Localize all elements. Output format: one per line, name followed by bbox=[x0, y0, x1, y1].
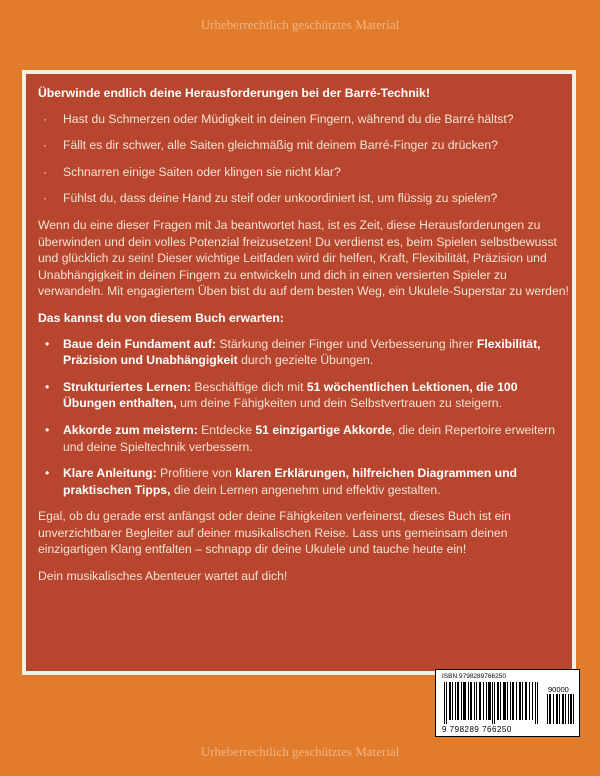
feature-title: Baue dein Fundament auf: bbox=[63, 336, 217, 351]
feature-text: Entdecke bbox=[197, 422, 256, 437]
expect-heading: Das kannst du von diesem Buch erwarten: bbox=[38, 310, 284, 325]
back-cover-text-panel bbox=[22, 70, 576, 675]
feature-text: Stärkung deiner Finger und Verbesserung ihrer bbox=[216, 336, 477, 351]
feature-highlight: 51 einzigartige Akkorde bbox=[255, 422, 392, 437]
feature-item bbox=[38, 336, 572, 369]
headline: Überwinde endlich deine Herausforderungen bei der Barré-Technik! bbox=[38, 86, 430, 100]
feature-item bbox=[38, 422, 572, 455]
isbn-barcode bbox=[435, 669, 580, 737]
feature-item bbox=[38, 465, 572, 498]
copyright-watermark-top: Urheberrechtlich geschütztes Material bbox=[200, 17, 400, 32]
feature-highlight: klaren Erklärungen, hilfreichen Diagrammen und praktischen Tipps, bbox=[63, 466, 517, 497]
copyright-watermark-bottom: Urheberrechtlich geschütztes Material bbox=[200, 744, 400, 759]
question-item: · Fühlst du, dass deine Hand zu steif oder unkoordiniert ist, um flüssig zu spielen? bbox=[38, 190, 572, 207]
feature-text: die dein Lernen angenehm und effektiv gestalten. bbox=[170, 482, 441, 497]
feature-text: um deine Fähigkeiten und dein Selbstvertrauen zu steigern. bbox=[176, 396, 502, 411]
barcode-bars bbox=[442, 682, 542, 724]
isbn-digits: 9 798289 766250 bbox=[442, 725, 512, 734]
price-barcode-bars bbox=[546, 694, 576, 724]
price-code: 90000 bbox=[548, 685, 569, 694]
feature-highlight: Flexibilität, Präzision und Unabhängigkeit bbox=[63, 336, 541, 368]
feature-title: Akkorde zum meistern: bbox=[63, 422, 198, 437]
feature-title: Strukturiertes Lernen: bbox=[63, 379, 191, 394]
feature-text: Beschäftige dich mit bbox=[191, 379, 307, 394]
feature-list bbox=[38, 336, 572, 499]
feature-highlight: 51 wöchentlichen Lektionen, die 100 Übungen enthalten, bbox=[63, 379, 518, 411]
feature-text: , die dein Repertoire erweitern und deine Spieltechnik verbessern. bbox=[63, 422, 556, 454]
question-item: · Fällt es dir schwer, alle Saiten gleichmäßig mit deinem Barré-Finger zu drücken? bbox=[38, 137, 572, 154]
question-item: · Schnarren einige Saiten oder klingen sie nicht klar? bbox=[38, 164, 572, 181]
question-list bbox=[38, 111, 572, 207]
feature-item bbox=[38, 379, 572, 412]
feature-text: durch gezielte Übungen. bbox=[237, 353, 374, 368]
question-item: · Hast du Schmerzen oder Müdigkeit in deinen Fingern, während du die Barré hältst? bbox=[38, 111, 572, 128]
isbn-label: ISBN 9798289766250 bbox=[442, 673, 506, 680]
closing-paragraph: Egal, ob du gerade erst anfängst oder deine Fähigkeiten verfeinerst, dieses Buch ist ein unverzichtbarer Begleiter auf deiner musikalischen Reise. Lass uns gemeinsam deinen einzigartigen Klang entfalten – schnapp dir deine Ukulele und tauche heute ein! bbox=[38, 509, 511, 557]
final-line: Dein musikalisches Abenteuer wartet auf dich! bbox=[38, 569, 288, 584]
feature-title: Klare Anleitung: bbox=[63, 466, 157, 481]
intro-paragraph: Wenn du eine dieser Fragen mit Ja beantwortet hast, ist es Zeit, diese Herausforderungen zu überwinden und dein volles Potenzial freizusetzen! Du verdienst es, beim Spielen selbstbewusst und glücklich zu sein! Dieser wichtige Leitfaden wird dir helfen, Kraft, Flexibilität, Präzision und Unabhängigkeit in deinen Fingern zu entwickeln und dich in einen versierten Spieler zu verwandeln. Mit engagiertem Üben bist du auf dem besten Weg, ein Ukulele-Superstar zu werden! bbox=[38, 217, 569, 299]
feature-text: Profitiere von bbox=[156, 466, 236, 481]
